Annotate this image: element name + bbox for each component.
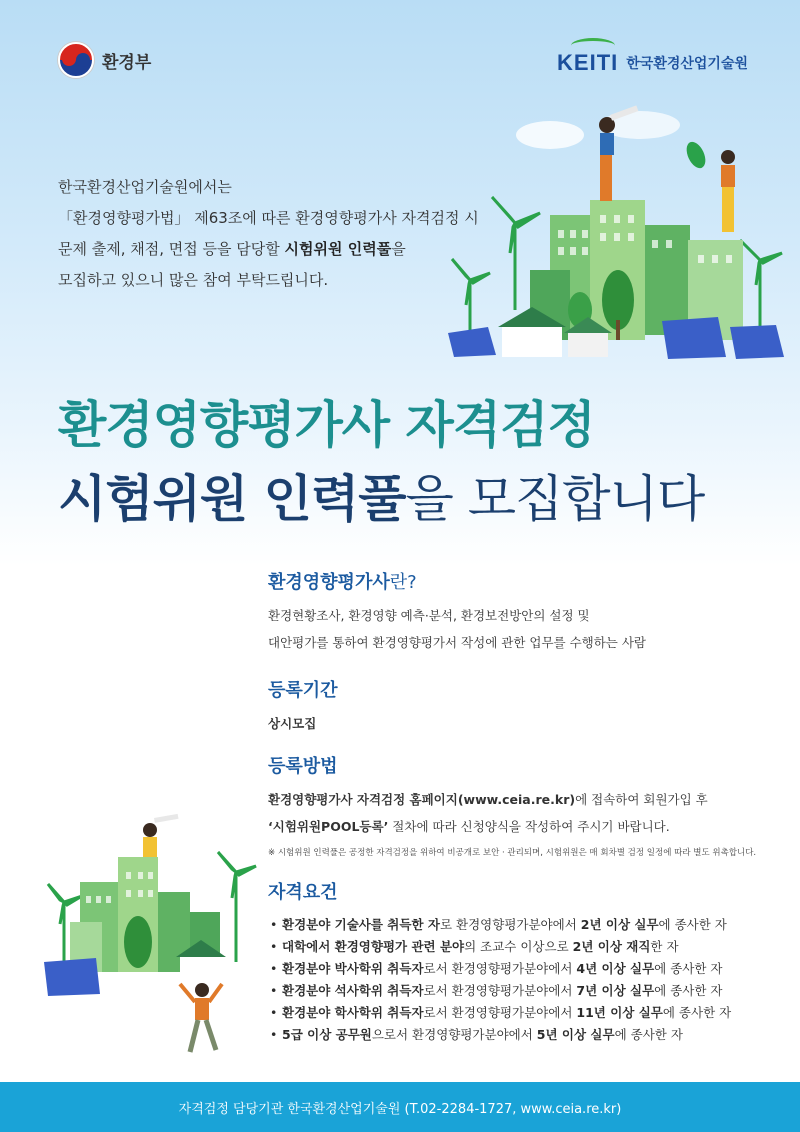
section-body: 환경영향평가사 자격검정 홈페이지(www.ceia.re.kr)에 접속하여 회원가입 후 ‘시험위원POOL등록’ 절차에 따라 신청양식을 작성하여 주시기 바랍니다. bbox=[268, 792, 708, 834]
ministry-logo bbox=[58, 42, 151, 78]
section-method bbox=[268, 752, 756, 858]
section-title: 등록방법 bbox=[268, 756, 338, 777]
section-what-is bbox=[268, 568, 646, 656]
list-item: • 환경분야 박사학위 취득자로서 환경영향평가분야에서 4년 이상 실무에 종사한 자 bbox=[268, 958, 731, 980]
footer-bar bbox=[0, 1082, 800, 1132]
list-item: • 대학에서 환경영향평가 관련 분야의 조교수 이상으로 2년 이상 재직한 자 bbox=[268, 936, 731, 958]
headline-line1: 환경영향평가사 자격검정 bbox=[58, 396, 595, 454]
list-item: • 환경분야 기술사를 취득한 자로 환경영향평가분야에서 2년 이상 실무에 종사한 자 bbox=[268, 914, 731, 936]
leaf-arc-icon bbox=[571, 38, 615, 53]
section-title: 환경영향평가사란? bbox=[268, 572, 417, 593]
section-requirements bbox=[268, 878, 731, 1046]
section-title: 자격요건 bbox=[268, 882, 338, 903]
privacy-note: ※ 시험위원 인력풀은 공정한 자격검정을 위하여 비공개로 보안 · 관리되며, 시험위원은 매 회차별 검정 일정에 따라 별도 위촉합니다. bbox=[268, 848, 757, 858]
org-name: 한국환경산업기술원 bbox=[626, 56, 748, 72]
requirements-list bbox=[268, 914, 731, 1046]
section-period bbox=[268, 676, 338, 737]
section-body: 환경현황조사, 환경영향 예측·분석, 환경보전방안의 설정 및 대안평가를 통하여 환경영향평가서 작성에 관한 업무를 수행하는 사람 bbox=[268, 608, 646, 650]
keiti-wordmark: KEITI bbox=[557, 50, 618, 76]
footer-contact: 자격검정 담당기관 한국환경산업기술원 (T.02-2284-1727, www.ceia.re.kr) bbox=[178, 1101, 622, 1117]
list-item: • 5급 이상 공무원으로서 환경영향평가분야에서 5년 이상 실무에 종사한 자 bbox=[268, 1024, 731, 1046]
section-body: 상시모집 bbox=[268, 716, 317, 731]
intro-paragraph: 한국환경산업기술원에서는 「환경영향평가법」 제63조에 따른 환경영향평가사 자격검정 시 문제 출제, 채점, 면접 등을 담당할 시험위원 인력풀을 모집하고 있으니 많은 참여 부탁드립니다. bbox=[58, 178, 479, 289]
keiti-logo bbox=[557, 50, 748, 76]
main-headline bbox=[58, 388, 704, 536]
ministry-name: 환경부 bbox=[102, 52, 152, 73]
city-illustration-top bbox=[440, 95, 800, 365]
section-title: 등록기간 bbox=[268, 680, 338, 701]
headline-line2: 시험위원 인력풀을 모집합니다 bbox=[58, 470, 705, 528]
list-item: • 환경분야 학사학위 취득자로서 환경영향평가분야에서 11년 이상 실무에 종사한 자 bbox=[268, 1002, 731, 1024]
homepage-link[interactable]: 환경영향평가사 자격검정 홈페이지(www.ceia.re.kr) bbox=[268, 792, 576, 807]
city-illustration-bottom bbox=[40, 812, 260, 1062]
taegeuk-emblem-icon bbox=[58, 42, 94, 78]
list-item: • 환경분야 석사학위 취득자로서 환경영향평가분야에서 7년 이상 실무에 종사한 자 bbox=[268, 980, 731, 1002]
